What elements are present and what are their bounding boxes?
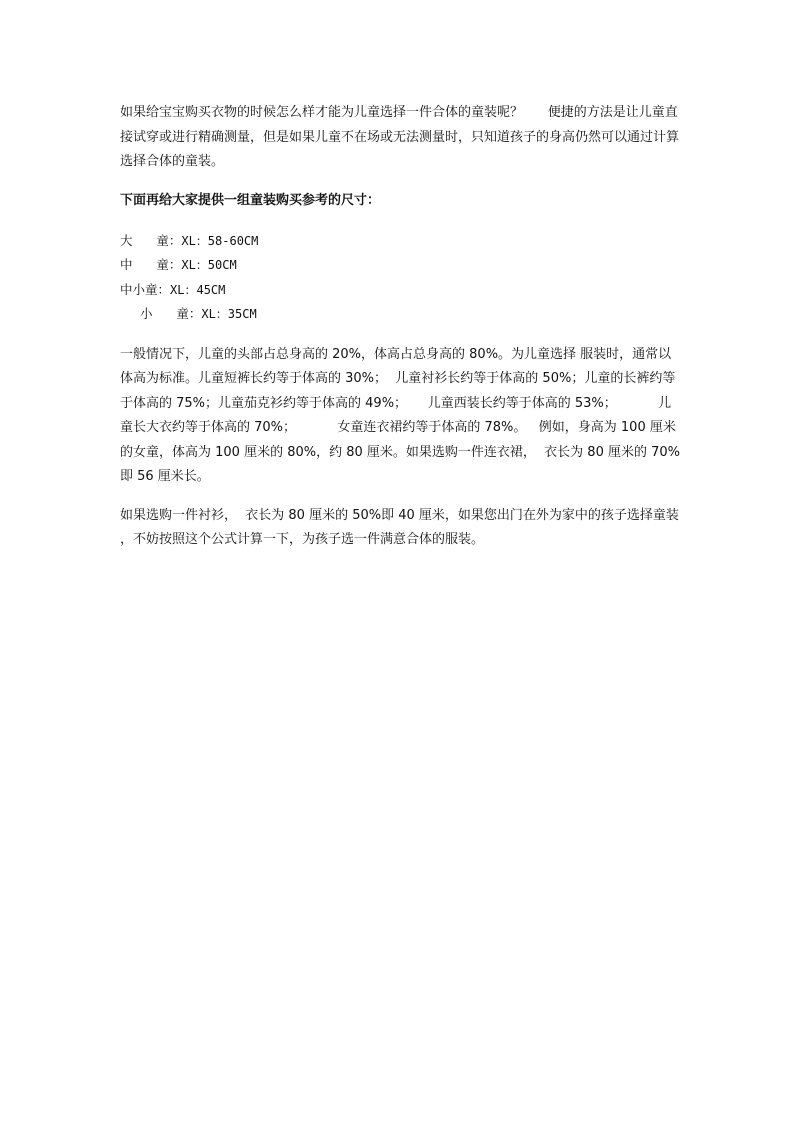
size-item-large <box>120 229 680 254</box>
size-label: 中 童： <box>120 257 182 272</box>
size-reference-heading: 下面再给大家提供一组童装购买参考的尺寸： <box>120 192 381 208</box>
size-list <box>120 229 680 327</box>
size-value: XL：50CM <box>181 258 237 272</box>
size-value: XL：35CM <box>201 307 257 321</box>
size-label: 大 童： <box>120 232 182 248</box>
size-value: XL：45CM <box>170 282 226 297</box>
size-value: XL：58-60CM <box>181 233 259 248</box>
intro-paragraph: 如果给宝宝购买衣物的时候怎么样才能为儿童选择一件合体的童装呢？ 便捷的方法是让儿童直接试穿或进行精确测量，但是如果儿童不在场或无法测量时，只知道孩子的身高仍然可以通过计算选择合体的童装。 <box>120 105 680 169</box>
body-paragraph: 一般情况下，儿童的头部占总身高的 20%，体高占总身高的 80%。为儿童选择 服装时，通常以体高为标准。儿童短裤长约等于体高的 30%； 儿童衬衫长约等于体高的 50%；儿童的长裤约等于体高的 75%；儿童茄克衫约等于体高的 49%； 儿童西装长约等于体高的 53%； 儿童长大衣约等于体高的 70%； 女童连衣裙约等于体高的 78%。 例如，身高为 100 厘米的女童，体高为 100 厘米的 80%，约 80 厘米。如果选购一件连衣裙， 衣长为 80 厘米的 70%即 56 厘米长。 <box>120 346 681 484</box>
closing-paragraph: 如果选购一件衬衫， 衣长为 80 厘米的 50%即 40 厘米，如果您出门在外为家中的孩子选择童装 ，不妨按照这个公式计算一下，为孩子选一件满意合体的服装。 <box>120 507 684 547</box>
size-item-small <box>120 302 680 327</box>
size-item-medium <box>120 253 680 278</box>
size-item-medium-small <box>120 278 680 303</box>
document-content <box>120 101 684 567</box>
size-label: 小 童： <box>140 306 202 321</box>
size-label: 中小童： <box>120 281 171 297</box>
